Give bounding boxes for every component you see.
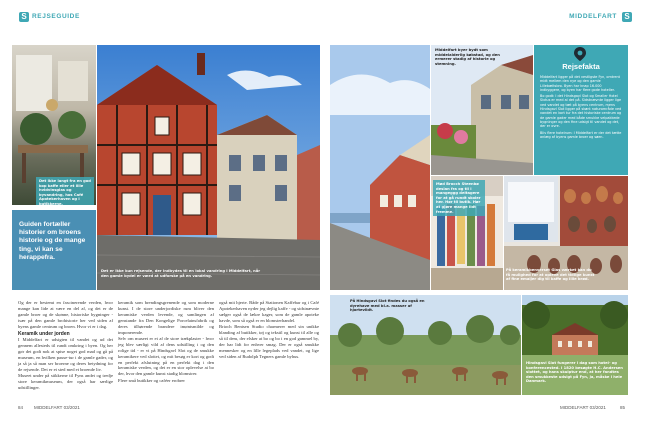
castle-caption: Hindsgavl Slot fungerer i dag som hotel- og konferencested. I 1820 besøgte H.C. Andersen slottet, og hans skulptur end, at her fandtes den smukkeste udsigt på Fyn, ja, måske i hele Danmark. [526,361,623,384]
pull-quote-text: Guiden fortæller historier om broens historie og de mange ting, vi kan se herappefra. [19,221,86,261]
deer-park-photo [330,295,521,395]
rejsefakta-para-3: Bliv flere hotelrum: I Middelfart er der det tætte anlæg af byens gamle broer og søen. [540,130,622,139]
houses-with-flowers-photo [431,45,533,175]
fashion-shop-photo [431,176,503,290]
houses-caption: Middelfart byer bydt som middelalderlig købstad, og den ermerer stadig af historie og stemning. [435,48,500,66]
ceramics-caption: På keramikbenverset Glas værket kan du få mulighed for at opleve det tidlige kunst af fine emaljer dig til kaffe og lille brød. [506,268,595,282]
hindsgavl-castle-photo [522,295,628,395]
footer-label-right: MIDDELFART 03/2021 [560,405,606,410]
body-intro: Og der er bestemt en fascinerende verden, hvor mange kan lide at være en del af, og det er de gamle broer og de skønne, historiske bygninger - især på den gamle brohistorie her ved siden af byens gamle centrum og broen. Hvor vi er i dag. [18,300,113,329]
rejsefakta-box [534,45,628,175]
footer-label-left: MIDDELFART 03/2021 [34,405,80,410]
magazine-logo-left: S [19,12,29,22]
location-pin-icon [574,47,586,61]
rejsefakta-title: Rejsefakta [562,62,600,71]
shop-caption: Mød Brocch Steenbø deslan fra og til i mangeggg deltagere for at gå rundt skoler her. Hør til butik. Hør at gjøre mange lidt fremme. [433,180,485,216]
magazine-logo-right: S [622,12,632,22]
body-right-para-1: også mit hjerte. Både på Stationen Kaffebar og i Café Apotekerhaven nyder jeg dejlig kaffe - og sidstnævnte sælger også de lækre kager, som de gamle apoteke havde, som så også er en blomsterhandel. [219,300,319,323]
body-para-keramik: I Middelfart er udsigten til vandet og ud det gennem allesteds til rundt omkring i byen. Og her gør det godt nok at spise noget god mad og gå på museum, en hvilken pause-tur i de gamle gader, og ja så ja så man ser broerne og deres betydning for de rejsende. Det er et sted med et broende liv. [18,337,113,372]
page-number-left: 84 [18,405,24,410]
rejsefakta-para-1: Middelfart ligger på det vestligste Fyn, omtrent midt mellem den nye og den gamle Lillebæltsbro. Byen har knap 16.000 indbyggere, og byen har flere gode hoteller. [540,75,620,92]
body-para-museum: Museet under på stikkerne til Fyns andet og tredje store keramikmuseum, der også har særlige udstillinger. [18,373,113,391]
rejsefakta-body [540,75,622,139]
deer-caption: På Hindsgavl Slot findes du også en dyrehave med bl.a. masser af hjortevildt. [350,299,425,313]
body-mid-para-1: keramik som brendingsgrenende og som moderne kunst. I de store underjordiske rum bliver den keramiske verden levende, og samlingen af genstande fra Den Kongelige Porcelainsfabrik og deres tilhørende brandere imøntsmilde og imponerende. [118,300,214,335]
section-label-rejseguide: REJSEGUIDE [32,13,80,20]
ceramics-workshop-photo [504,176,628,290]
left-text-column-1 [18,300,113,392]
body-mid-para-3: Flere små butikker og caféer erobrer [118,377,185,383]
interior-caption: Det ikke langt fra en god kop kaffe eller et lille hvidvinsglas og byvandring, hos Café Apotekerhaven og i butikkerne. [36,177,94,205]
body-mid-para-2: Selv om museet er et af de store trækplaster - hvor jeg blev særligt vild af dens udstilling i og den rolige tid - er vi på Hindsgavl Slot og de smukke keramikere ved slottet, og mit besøg er kort og godt en perfekt afslutning på en perfekt dag i den keramiske verden, og det er en stor oplevelse at bo der, hvor den gamle kunst stadig blomstrer. [118,335,214,377]
pull-quote-box [12,210,96,290]
street-caption: Det er ikke kun rejsende, der indbydes til en lokal vandring i Middelfart, når den gamle bydel er værd at udforske på en vandring. [101,269,261,278]
street-photo-old-town [330,45,430,290]
cafe-interior-photo [12,45,96,205]
left-text-column-3 [219,300,319,360]
subhead-keramik: Keramik under jorden [18,330,70,337]
street-photo-half-timbered-house [97,45,320,290]
rejsefakta-para-2: Bo godt: I det Hindsgavl Slot og Smaller Hotel Sixtus er med al det på. Sidstnævnte ligger lige ved vandet og tæt på byens centrum, mens Hindsgavl Slot ligger på skønt naturområde ved vandet en kort tur fra det historiske centrum og de gamle gader med både smukke velpakkede bygninger og den fine udsigt til vandet og det, der er ovre. [540,94,622,129]
body-right-para-2: Brioch Bentsen Studio charmerer med sin unikke blanding af butikker, tøj og tekstil og kunst til alle og så til dem, der elsker at bo og bo i en god gammel by, der har lidt for enhver smag. Der er også smukke mennesker og en lille legeplads ved vandet, og lige ved siden af Rudolph Tegners gamle byhus. [219,324,319,359]
page-number-right: 85 [620,405,626,410]
section-label-middelfart: MIDDELFART [569,13,617,20]
left-text-column-2 [118,300,214,384]
